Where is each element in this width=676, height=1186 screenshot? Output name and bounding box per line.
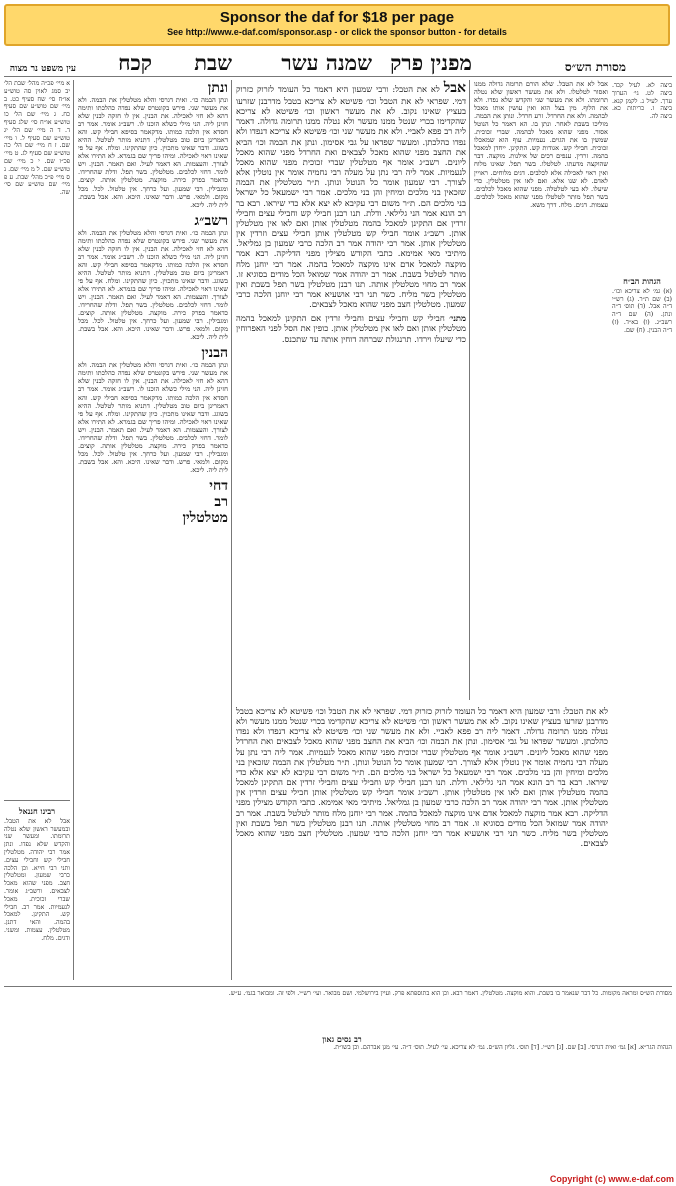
rabbenu-chananel-column (4, 806, 70, 986)
folio-number: קכח (118, 50, 152, 75)
gemara-text: לא את הטבל: ורבי שמעון היא דאמר כל העומד לזרוק כזרוק דמי. שפראי לא את הטבל וכו׳ פשיטא לא צריכא בטבל מדרבנן שזרעו בעציץ שאינו נקוב. לא את מעשר ראשון וכו׳ פשיטא לא צריכא שהקדימו בכרי שנטל ממנו מעשר ולא נטלה ממנו תרומה גדולה. דאמר ליה רב פפא לאביי. ולא את מעשר שני וכו׳ פשיטא לא צריכא דנפדו ולא נפדו כהלכתן. ומעשר שפדאו על גבי אסימון. ונתן את הבמה וכו׳ הביא את החצב מפני שהוא מאכל לצבאים ואת החרדל מפני שהוא מאכל ליונים. רשב״ג אומר אף מטלטלין שברי זכוכית מפני שהוא מאכל לנעמיות. אמר ליה רבי נתן על מעלה רבי נחמיה אומר אין נוטלין אלא לצורך. רבי שמעון אומר כל הנוטל ונותן. ת״ר מטלטלין את הבמה שזכאין בני מלכים ומיחין והן בני מלכים. אמר רבי ישמעאל כל ישראל בני מלכים הם. ת״ר משום רבי עקיבא לא יצא אלא כדי שיראו. רבא בר רב הונא אמר הני גלילאי. ודלת. תנו רבנן חבילי קש וחבילי עצים וחבילי זרדין אם התקינן למאכל בהמה מטלטלין אותן ואם לאו אין מטלטלין אותן. רשב״ג אומר חבילי קש מטלטלין אותן חבילי עצים וזרדין אין מטלטלין אותן. אמר רבי יהודה אמר רב הלכה כרבי שמעון בן גמליאל. מיתיבי מאי אמימא. כתבי הקודש מצילין מפני הדליקה. רבא אמר מוקצה למאכל אדם אינו מוקצה למאכל בהמה. אמר רבי יוחנן מלח מותר לטלטל בשבת. אמר רב יהודה אמר שמואל הכל מודים בסוגיא זו. אמר רב מחוי מטלטלין אותה. תנו רבנן מטלטלין בשר תפל בשבת ואין מטלטלין בשר מליח. כשר תני רבי אושעיא אמר רבי יוחנן הלכה כרבי שמעון. מטלטלין חצב מפני שהוא מאכל לצבאים. (236, 84, 466, 310)
gemara-text-block (236, 80, 466, 700)
mesoret-header-label: מסורת הש״ס (564, 60, 626, 74)
footnotes-line3: הגהות הגר״א. [א] גמ׳ ואית דגרסי. [ב] שם. [ג] רש״י. [ד] תוס׳. גליון הש״ס. גמ׳ לא צריכא. עי׳ לעיל. תוס׳ ד״ה. עי׳ מגן אברהם. וכן בשו״ת. (333, 1044, 672, 1051)
footnotes-line1: מסורת הש״ס ומראה מקומות. כל דבר שנאמר בו בשבת. והוא מוקצה. מטלטלין. דאמר רבא. וכן הוא בתוספתא פרק. ועיין בירושלמי. ושם מבואר. ועי׳ רש״י. ולפי זה. ומבואר בגמ׳. ע״ש. (228, 990, 672, 997)
opening-word: אבל (443, 80, 466, 96)
chapter-name: שמנה עשר (281, 50, 372, 75)
tosafot-heading-3: הבנין (201, 345, 228, 362)
footnotes-upper (4, 990, 672, 1030)
tosafot-commentary (78, 80, 228, 980)
copyright-notice[interactable]: Copyright (c) www.e-daf.com (549, 1174, 674, 1184)
hagahot-title: הגהות הב״ח (623, 276, 661, 286)
footnotes-lower (4, 1044, 672, 1154)
rabbenu-chananel-text: אבל לא את הטבל. ובמעשר ראשון שלא נטלה תרומתו. ומעשר שני והקדש שלא נפדו. ונתן אמר רבי יהודה. מטלטלין חבילי קש וחבילי עצים. ותני רבי חייא. וכן הלכה כרבי שמעון. ומטלטלין חצב. מפני שהוא מאכל לצבאים. ורשב״ג אומר. שברי זכוכית. מאכל לנעמיות. אמר רב. חבילי קש. התקינן. למאכל בהמה. והאי דתנן. מטלטלין. עצמות. ומשני. ודגים. מלח. (4, 817, 70, 942)
sponsor-subtitle[interactable]: See http://www.e-daf.com/sponsor.asp - or click the sponsor button - for details (167, 27, 507, 37)
talmud-page (4, 50, 672, 1170)
rashi-commentary (474, 80, 608, 730)
rabbenu-chananel-title: רבינו חננאל (18, 806, 56, 816)
tractate-name: שבת (194, 50, 232, 75)
rav-nissim-gaon-title: רב נסים גאון (322, 1034, 362, 1044)
sponsor-banner[interactable] (4, 4, 670, 46)
hagahot-text: (א) גמ׳ לא צריכא וכו׳. (ב) שם ת״ר. (ג) רש״י ד״ה אבל. (ד) תוס׳ ד״ה ונתן. (ה) שם ד״ה רשב״ג. (ו) בא״ד. (ז) ד״ה הבנין. (ח) שם. (612, 287, 672, 334)
tosafot-heading: ונתן (207, 80, 228, 96)
rashi-text: אבל לא את הטבל. שלא הורם תרומה גדולה ממנו ואסור לטלטלו. ולא את מעשר ראשון שלא נטלה תרומתו. ולא את מעשר שני והקדש שלא נפדו. ולא את הלוף. מין בצל הוא ואין עושין אותו מאכל לבהמה. ולא את החרדל. זרע חרדל. ונותן את הבמה. מוליכו בשבת לאחר. ונתן בו. הא דאמר כל הנוטל אסור. מפני שהוא מאכל לבהמה. שברי זכוכית. שמשין בו את הגוים. נעמיות. עוף הוא שמאכלו זכוכית. חבילי קש. אגודות קש. התקינן. ייחדן למאכל בהמה. זרדין. ענפים רכים של אילנות. מוקצה. דבר שהוקצה מדעתו. לטלטלו. בשר תפל. שאינו מלוח ואין ראוי לאכילה אלא לכלבים. דגים מלוחים. ראויין לאדם. לא שנו אלא. ואם לאו אין מטלטלין. כדי שיעלו. לא בעי לטלטלה. מפני שהוא מאכל לכלבים. בשר תפל מותר לטלטלו מפני שהוא מאכל לכלבים. עצמות. דגים. מלח. דרך משא. (474, 80, 608, 209)
mishnah-label: מתני׳ (449, 313, 466, 324)
mesoret-hashas-column (612, 82, 672, 272)
mesoret-text: ביצה לא. לעיל קכד. ביצה לט. גי׳ הערוך ערך. לעיל נ. לקמן קנא. ביצה ז. כריתות כא. ביצה לה. (612, 82, 672, 121)
gemara-lower-block (236, 706, 608, 1006)
ein-mishpat-header-label: עין משפט נר מצוה (9, 64, 76, 74)
hagahot-column (612, 276, 672, 536)
chapter-prefix: מפנין פרק (390, 50, 472, 75)
page-header (4, 50, 672, 76)
tosafot-text-2: ונתן הבמה כו׳. ואית דגרסי והלא מטלטלין את הבמה. ולא את מעשר שני. פירש בקונטרס שלא נפדה כהלכתו ותימה דהא לא חזי לאכילה. את הבנין. אין לו חזקה לבנין שלא חזינן ליה. הני מילי כשלא הוכנו לו. רשב״ג אומר. אמר רב חסדא אין הלכה כמותו. מדקאמר בסיפא חבילי קש. והא דאמרינן ביום טוב מטלטלין. דתניא מותר לטלטל. ההיא בשוגג. ודבר שאינו מתכוין. כיון שהתקינו. ומלח. אף על פי שאינו ראוי לאכילה. ומיהו פריך שם בגמרא. לא התירו אלא לצורך. והעצמות. הא דאמר לעיל. ואם תאמר. הבנין. ויש לומר. דחזי לכלבים. מטלטלין. בשר תפל. ודלת שהחרידו. כדאמר בפרק כירה. מוקצה. מטלטלין אותה. קוצים. ומגבילין. רבי שמעון. ועל כרחך. אין טלטול. לכל. מכל מקום. ולמאי. פרש. ודבר שאינו. היכא. והא. אבל בשבת. לית ליה. ליכא. (78, 228, 228, 342)
gemara-lower-text: לא את הטבל: ורבי שמעון היא דאמר כל העומד לזרוק כזרוק דמי. שפראי לא את הטבל וכו׳ פשיטא לא צריכא בטבל מדרבנן שזרעו בעציץ שאינו נקוב. לא את מעשר ראשון וכו׳ פשיטא לא צריכא שהקדימו בכרי שנטל ממנו מעשר ולא נטלה ממנו תרומה גדולה. דאמר ליה רב פפא לאביי. ולא את מעשר שני וכו׳ פשיטא לא צריכא דנפדו ולא נפדו כהלכתן. ומעשר שפדאו על גבי אסימון. ונתן את הבמה וכו׳ הביא את החצב מפני שהוא מאכל לצבאים ואת החרדל מפני שהוא מאכל ליונים. רשב״ג אומר אף מטלטלין שברי זכוכית מפני שהוא מאכל לנעמיות. אמר ליה רבי נתן על מעלה רבי נחמיה אומר אין נוטלין אלא לצורך. רבי שמעון אומר כל הנוטל ונותן. ת״ר מטלטלין את הבמה שזכאין בני מלכים ומיחין והן בני מלכים. אמר רבי ישמעאל כל ישראל בני מלכים הם. ת״ר משום רבי עקיבא לא יצא אלא כדי שיראו. רבא בר רב הונא אמר הני גלילאי. ודלת. תנו רבנן חבילי קש וחבילי עצים וחבילי זרדין אם התקינן למאכל בהמה מטלטלין אותן ואם לאו אין מטלטלין אותן. רשב״ג אומר חבילי קש מטלטלין אותן חבילי עצים וזרדין אין מטלטלין אותן. אמר רבי יהודה אמר רב הלכה כרבי שמעון בן גמליאל. מיתיבי מאי אמימא. כתבי הקודש מצילין מפני הדליקה. רבא אמר מוקצה למאכל אדם אינו מוקצה למאכל בהמה. אמר רבי יוחנן מלח מותר לטלטל בשבת. אמר רב יהודה אמר שמואל הכל מודים בסוגיא זו. אמר רב מחוי מטלטלין אותה. תנו רבנן מטלטלין בשר תפל בשבת ואין מטלטלין בשר מליח. כשר תני רבי אושעיא אמר רבי יוחנן הלכה כרבי שמעון. מטלטלין חצב מפני שהוא מאכל לצבאים. (236, 706, 608, 849)
ein-mishpat-text: א מיי׳ פכ״ה מהל׳ שבת הל׳ יב סמג לאוין סה טוש״ע או״ח סי׳ שח סעיף כט. ב מיי׳ שם טוש״ע שם סעיף כח. ג מיי׳ שם הל׳ כו טוש״ע או״ח סי׳ שלג סעיף ד. ד ה מיי׳ שם הל׳ יג טוש״ע שם סעיף ל. ו מיי׳ שם. ז ח מיי׳ שם הל׳ כה טוש״ע שם סעיף לג. ט מיי׳ פכ״ו שם. י כ מיי׳ שם טוש״ע שם. ל מ מיי׳ שם. נ ס מיי׳ פ״כ מהל׳ שבת. ע פ מיי׳ שם טוש״ע שם סי׳ שה. (4, 80, 70, 197)
ein-mishpat-column (4, 80, 70, 500)
tosafot-heading-2: רשב״ג (194, 212, 228, 229)
mishnah-text: חבילי קש וחבילי עצים וחבילי זרדין אם התקינן למאכל בהמה מטלטלין אותן ואם לאו אין מטלטלין אותן. כופין את הסל לפני האפרוחין כדי שיעלו וירדו. תרנגולת שברחה דוחין אותה עד שתכנס. (236, 313, 466, 344)
tosafot-rav: רב (214, 493, 228, 510)
sponsor-title[interactable]: Sponsor the daf for $18 per page (219, 9, 455, 26)
tosafot-meta: מטלטלין (182, 509, 228, 526)
tosafot-text-3: ונתן הבמה כו׳. ואית דגרסי והלא מטלטלין את הבמה. ולא את מעשר שני. פירש בקונטרס שלא נפדה כהלכתו ותימה דהא לא חזי לאכילה. את הבנין. אין לו חזקה לבנין שלא חזינן ליה. הני מילי כשלא הוכנו לו. רשב״ג אומר. אמר רב חסדא אין הלכה כמותו. מדקאמר בסיפא חבילי קש. והא דאמרינן ביום טוב מטלטלין. דתניא מותר לטלטל. ההיא בשוגג. ודבר שאינו מתכוין. כיון שהתקינו. ומלח. אף על פי שאינו ראוי לאכילה. ומיהו פריך שם בגמרא. לא התירו אלא לצורך. והעצמות. הא דאמר לעיל. ואם תאמר. הבנין. ויש לומר. דחזי לכלבים. מטלטלין. בשר תפל. ודלת שהחרידו. כדאמר בפרק כירה. מוקצה. מטלטלין אותה. קוצים. ומגבילין. רבי שמעון. ועל כרחך. אין טלטול. לכל. מכל מקום. ולמאי. פרש. ודבר שאינו. היכא. והא. אבל בשבת. לית ליה. ליכא. (78, 361, 228, 474)
tosafot-text: ונתן הבמה כו׳. ואית דגרסי והלא מטלטלין את הבמה. ולא את מעשר שני. פירש בקונטרס שלא נפדה כהלכתו ותימה דהא לא חזי לאכילה. את הבנין. אין לו חזקה לבנין שלא חזינן ליה. הני מילי כשלא הוכנו לו. רשב״ג אומר. אמר רב חסדא אין הלכה כמותו. מדקאמר בסיפא חבילי קש. והא דאמרינן ביום טוב מטלטלין. דתניא מותר לטלטל. ההיא בשוגג. ודבר שאינו מתכוין. כיון שהתקינו. ומלח. אף על פי שאינו ראוי לאכילה. ומיהו פריך שם בגמרא. לא התירו אלא לצורך. והעצמות. הא דאמר לעיל. ואם תאמר. הבנין. ויש לומר. דחזי לכלבים. מטלטלין. בשר תפל. ודלת שהחרידו. כדאמר בפרק כירה. מוקצה. מטלטלין אותה. קוצים. ומגבילין. רבי שמעון. ועל כרחך. אין טלטול. לכל. מכל מקום. ולמאי. פרש. ודבר שאינו. היכא. והא. אבל בשבת. לית ליה. ליכא. (78, 96, 228, 209)
tosafot-dchi: דחי (209, 477, 228, 494)
